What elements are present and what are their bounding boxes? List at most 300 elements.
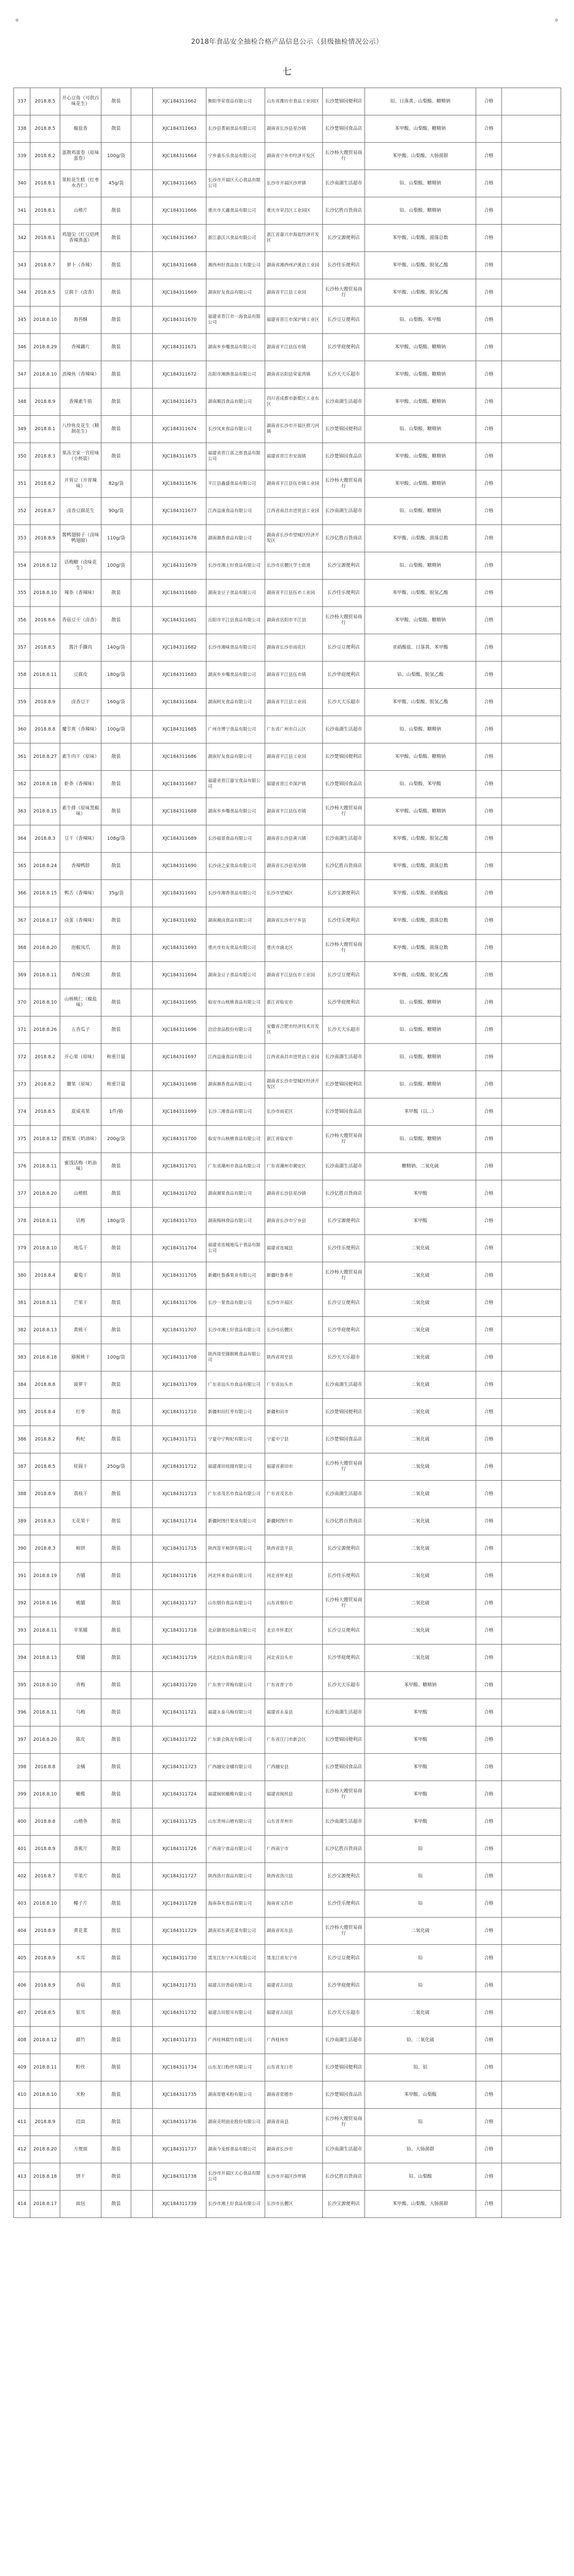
- sampled-unit: 长沙佳乐便利店: [323, 1890, 365, 1918]
- sample-code: XJC184311663: [153, 115, 206, 143]
- brand: [131, 1836, 153, 1863]
- brand: [131, 225, 153, 252]
- sample-date: 2018.8.2: [30, 470, 60, 498]
- row-number: 390: [14, 1535, 30, 1563]
- test-result: 合格: [476, 1535, 502, 1563]
- row-number: 404: [14, 1918, 30, 1945]
- sample-code: XJC184311709: [153, 1371, 206, 1399]
- note: [502, 2191, 561, 2218]
- spec: 散装: [101, 443, 131, 470]
- test-result: 合格: [476, 607, 502, 634]
- table-row: [14, 962, 561, 989]
- sample-date: 2018.8.9: [30, 1972, 60, 1999]
- sample-name: 黄花菜: [60, 1918, 101, 1945]
- sample-date: 2018.8.2: [30, 1044, 60, 1071]
- brand: [131, 1808, 153, 1836]
- test-items: 铅、山梨酸、糖精钠: [365, 989, 476, 1016]
- sampled-unit: 长沙华庭便利店: [323, 1317, 365, 1344]
- sample-name: 山楂片: [60, 197, 101, 225]
- test-result: 合格: [476, 1699, 502, 1726]
- table-row: [14, 2081, 561, 2109]
- table-row: [14, 170, 561, 197]
- manufacturer: 新疆吐鲁番果业有限公司: [206, 1262, 265, 1290]
- note: [502, 1999, 561, 2027]
- sampled-unit: 长沙楚锦园便利店: [323, 2054, 365, 2081]
- manufacturer: 福建永泰乌梅有限公司: [206, 1699, 265, 1726]
- manufacturer: 湖南湘果食品有限公司: [206, 1180, 265, 1208]
- test-result: 合格: [476, 962, 502, 989]
- brand: [131, 443, 153, 470]
- sample-name: 话梅: [60, 1208, 101, 1235]
- sample-date: 2018.8.5: [30, 1098, 60, 1126]
- test-items: 苯甲酸、山梨酸、脱氢乙酸: [365, 279, 476, 307]
- note: [502, 1672, 561, 1699]
- sample-code: XJC184311693: [153, 935, 206, 962]
- test-result: 合格: [476, 716, 502, 743]
- table-row: [14, 853, 561, 880]
- sample-name: 香辣素牛筋: [60, 388, 101, 416]
- row-number: 345: [14, 307, 30, 334]
- test-items: 苯甲酸、山梨酸、大肠菌群: [365, 143, 476, 170]
- sample-name: 椒盐香: [60, 115, 101, 143]
- manufacturer: 广西桂林腐竹有限公司: [206, 2027, 265, 2054]
- test-items: 苯甲酸、山梨酸、糖精钠: [365, 607, 476, 634]
- spec: 散装: [101, 2081, 131, 2109]
- table-row: [14, 935, 561, 962]
- spec: 散装: [101, 1481, 131, 1508]
- sampled-unit: 长沙华庭便利店: [323, 334, 365, 361]
- manufacturer-address: 湖南省平江县工业园: [265, 689, 323, 716]
- table-row: [14, 1972, 561, 1999]
- test-items: 苯甲酸、山梨酸、糖精钠: [365, 798, 476, 825]
- spec: 散装: [101, 1781, 131, 1808]
- note: [502, 252, 561, 279]
- test-items: 二氧化硫: [365, 1481, 476, 1508]
- sample-code: XJC184311735: [153, 2081, 206, 2109]
- spec: 140g/袋: [101, 634, 131, 662]
- table-row: [14, 634, 561, 662]
- note: [502, 1426, 561, 1453]
- sample-date: 2018.8.12: [30, 1126, 60, 1153]
- table-row: [14, 1481, 561, 1508]
- manufacturer: 长沙卤之家食品有限公司: [206, 853, 265, 880]
- sampled-unit: 长沙杨大嫂贸易商行: [323, 2109, 365, 2136]
- test-items: 苯甲酸、山梨酸、脱氢乙酸: [365, 580, 476, 607]
- sample-name: 香辣豆腐: [60, 962, 101, 989]
- sampled-unit: 长沙天天乐超市: [323, 1016, 365, 1044]
- manufacturer-address: 江西省南昌市进贤县工业园: [265, 498, 323, 525]
- sampled-unit: 长沙宝源便利店: [323, 552, 365, 580]
- brand: [131, 1563, 153, 1590]
- brand: [131, 1999, 153, 2027]
- spec: 散装: [101, 1836, 131, 1863]
- sample-code: XJC184311721: [153, 1699, 206, 1726]
- row-number: 364: [14, 825, 30, 853]
- note: [502, 143, 561, 170]
- spec: 散装: [101, 1617, 131, 1645]
- sample-name: 金橘: [60, 1754, 101, 1781]
- sample-date: 2018.8.9: [30, 525, 60, 552]
- spec: 散装: [101, 1999, 131, 2027]
- sampled-unit: 长沙亿胜百货商店: [323, 1180, 365, 1208]
- test-items: 苯甲酸: [365, 1699, 476, 1726]
- test-items: 糖精钠、二氧化硫: [365, 1153, 476, 1180]
- brand: [131, 1945, 153, 1972]
- spec: 散装: [101, 307, 131, 334]
- sample-code: XJC184311676: [153, 470, 206, 498]
- sample-name: 桃脯: [60, 1590, 101, 1617]
- table-row: [14, 989, 561, 1016]
- brand: [131, 1645, 153, 1672]
- table-row: [14, 1044, 561, 1071]
- test-items: 铅: [365, 1945, 476, 1972]
- manufacturer: 重庆市天鑫食品有限公司: [206, 197, 265, 225]
- sample-name: 虾条（香辣味）: [60, 771, 101, 798]
- sample-name: 菠萝干: [60, 1371, 101, 1399]
- test-items: 铅: [365, 2109, 476, 2136]
- test-items: 铅、大肠菌群: [365, 2136, 476, 2163]
- brand: [131, 2027, 153, 2054]
- manufacturer-address: 湖南省长沙市望城区经济开发区: [265, 1071, 323, 1098]
- spec: 250g/袋: [101, 1453, 131, 1481]
- spec: 散装: [101, 1508, 131, 1535]
- brand: [131, 1426, 153, 1453]
- row-number: 350: [14, 443, 30, 470]
- sampled-unit: 长沙南湖生活超市: [323, 1481, 365, 1508]
- table-row: [14, 1126, 561, 1153]
- note: [502, 2136, 561, 2163]
- manufacturer-address: 湖南省长沙县黄兴镇: [265, 825, 323, 853]
- sampled-unit: 长沙楚锦园便利店: [323, 1726, 365, 1754]
- brand: [131, 1508, 153, 1535]
- row-number: 373: [14, 1071, 30, 1098]
- row-number: 392: [14, 1590, 30, 1617]
- brand: [131, 1699, 153, 1726]
- row-number: 337: [14, 88, 30, 115]
- sample-name: 青梅: [60, 1672, 101, 1699]
- brand: [131, 470, 153, 498]
- manufacturer-address: 新疆吐鲁番市: [265, 1262, 323, 1290]
- note: [502, 1453, 561, 1481]
- manufacturer: 海南春光食品有限公司: [206, 1890, 265, 1918]
- manufacturer: 湖南祁东黄花菜有限公司: [206, 1918, 265, 1945]
- sampled-unit: 长沙亿胜百货商店: [323, 2163, 365, 2191]
- test-result: 合格: [476, 1563, 502, 1590]
- sample-name: 红枣: [60, 1399, 101, 1426]
- manufacturer: 湖南好友食品有限公司: [206, 743, 265, 771]
- row-number: 356: [14, 607, 30, 634]
- sampled-unit: 长沙南湖生活超市: [323, 498, 365, 525]
- table-row: [14, 607, 561, 634]
- note: [502, 1317, 561, 1344]
- brand: [131, 2109, 153, 2136]
- manufacturer-address: 湖南省平江县伍市工业园: [265, 962, 323, 989]
- sample-name: 柿饼: [60, 1535, 101, 1563]
- brand: [131, 1208, 153, 1235]
- spec: 散装: [101, 388, 131, 416]
- test-items: 苯甲酸、山梨酸、脱氢乙酸: [365, 962, 476, 989]
- row-number: 357: [14, 634, 30, 662]
- table-row: [14, 798, 561, 825]
- sample-date: 2018.8.10: [30, 361, 60, 388]
- table-row: [14, 1453, 561, 1481]
- spec: 散装: [101, 1016, 131, 1044]
- test-items: 苯甲酸、山梨酸、糖精钠: [365, 334, 476, 361]
- spec: 散装: [101, 798, 131, 825]
- test-items: 二氧化硫: [365, 1617, 476, 1645]
- row-number: 378: [14, 1208, 30, 1235]
- test-items: 二氧化硫: [365, 1453, 476, 1481]
- spec: 散装: [101, 361, 131, 388]
- row-number: 382: [14, 1317, 30, 1344]
- sample-name: 饼干: [60, 2163, 101, 2191]
- test-items: 铅、铝: [365, 2054, 476, 2081]
- note: [502, 1890, 561, 1918]
- sampled-unit: 长沙杨大嫂贸易商行: [323, 935, 365, 962]
- note: [502, 662, 561, 689]
- sample-date: 2018.8.3: [30, 1535, 60, 1563]
- note: [502, 1590, 561, 1617]
- sampled-unit: 长沙杨大嫂贸易商行: [323, 1126, 365, 1153]
- spec: 散装: [101, 1563, 131, 1590]
- test-result: 合格: [476, 307, 502, 334]
- sample-name: 辣条（香辣味）: [60, 580, 101, 607]
- sample-name: 鸭舌（香辣味）: [60, 880, 101, 907]
- manufacturer: 长沙市湘香食品有限公司: [206, 880, 265, 907]
- test-result: 合格: [476, 334, 502, 361]
- sample-date: 2018.8.3: [30, 1508, 60, 1535]
- note: [502, 1208, 561, 1235]
- row-number: 398: [14, 1754, 30, 1781]
- spec: 100g/袋: [101, 143, 131, 170]
- manufacturer: 湖南乡乡嘴食品有限公司: [206, 334, 265, 361]
- row-number: 355: [14, 580, 30, 607]
- brand: [131, 962, 153, 989]
- note: [502, 771, 561, 798]
- sample-name: 芒果干: [60, 1290, 101, 1317]
- manufacturer-address: 湖南省平江县工业园: [265, 743, 323, 771]
- sample-date: 2018.8.5: [30, 88, 60, 115]
- test-result: 合格: [476, 1208, 502, 1235]
- row-number: 408: [14, 2027, 30, 2054]
- manufacturer: 福建莆田桂圆有限公司: [206, 1453, 265, 1481]
- row-number: 384: [14, 1371, 30, 1399]
- sample-code: XJC184311669: [153, 279, 206, 307]
- table-row: [14, 1290, 561, 1317]
- manufacturer: 黑龙江东宁木耳有限公司: [206, 1945, 265, 1972]
- manufacturer: 平江县鑫盛食品有限公司: [206, 470, 265, 498]
- note: [502, 498, 561, 525]
- note: [502, 1235, 561, 1262]
- sampled-unit: 长沙楚锦园食品店: [323, 771, 365, 798]
- sample-code: XJC184311671: [153, 334, 206, 361]
- sample-date: 2018.8.16: [30, 1590, 60, 1617]
- spec: 散装: [101, 907, 131, 935]
- manufacturer: 湘西州好食品加工有限公司: [206, 252, 265, 279]
- test-items: 苯甲酸、山梨酸、大肠菌群: [365, 2191, 476, 2218]
- row-number: 339: [14, 143, 30, 170]
- note: [502, 2081, 561, 2109]
- sample-code: XJC184311702: [153, 1180, 206, 1208]
- sample-date: 2018.8.10: [30, 1781, 60, 1808]
- sample-name: 荔枝干: [60, 1481, 101, 1508]
- scan-dot: [15, 19, 19, 22]
- sample-code: XJC184311698: [153, 1071, 206, 1098]
- test-items: 苯甲酸、山梨酸、菌落总数: [365, 935, 476, 962]
- sample-code: XJC184311711: [153, 1426, 206, 1453]
- manufacturer: 广州市博宁食品有限公司: [206, 716, 265, 743]
- manufacturer-address: 福建省永泰县: [265, 1699, 323, 1726]
- sampled-unit: 长沙楚锦园食品店: [323, 2081, 365, 2109]
- row-number: 412: [14, 2136, 30, 2163]
- brand: [131, 662, 153, 689]
- sample-date: 2018.8.1: [30, 170, 60, 197]
- test-items: 铅、日落黄、山梨酸、糖精钠: [365, 88, 476, 115]
- manufacturer-address: 福建省古田县: [265, 1972, 323, 1999]
- row-number: 381: [14, 1290, 30, 1317]
- note: [502, 1699, 561, 1726]
- spec: 35g/袋: [101, 880, 131, 907]
- manufacturer-address: 河北省泊头市: [265, 1645, 323, 1672]
- manufacturer: 长沙市开福区天心食品有限公司: [206, 170, 265, 197]
- table-row: [14, 416, 561, 443]
- test-result: 合格: [476, 252, 502, 279]
- manufacturer-address: 安徽省合肥市经济技术开发区: [265, 1016, 323, 1044]
- test-result: 合格: [476, 1399, 502, 1426]
- sample-code: XJC184311696: [153, 1016, 206, 1044]
- manufacturer-address: 广西融安县: [265, 1754, 323, 1781]
- row-number: 358: [14, 662, 30, 689]
- sample-date: 2018.8.17: [30, 2191, 60, 2218]
- manufacturer-address: 湖南省常德市: [265, 2081, 323, 2109]
- row-number: 352: [14, 498, 30, 525]
- spec: 散装: [101, 252, 131, 279]
- sample-date: 2018.8.11: [30, 662, 60, 689]
- brand: [131, 853, 153, 880]
- test-items: 铅、山梨酸、糖精钠: [365, 1016, 476, 1044]
- brand: [131, 1863, 153, 1890]
- sample-date: 2018.8.10: [30, 580, 60, 607]
- table-row: [14, 1754, 561, 1781]
- manufacturer-address: 长沙市开福区: [265, 1290, 323, 1317]
- manufacturer-address: 湖南省长沙市开福区捞刀河镇: [265, 416, 323, 443]
- manufacturer: 广东普宁青梅有限公司: [206, 1672, 265, 1699]
- table-row: [14, 2109, 561, 2136]
- brand: [131, 1180, 153, 1208]
- sampled-unit: 长沙亿胜百货商店: [323, 853, 365, 880]
- row-number: 406: [14, 1972, 30, 1999]
- spec: 200g/袋: [101, 1126, 131, 1153]
- sample-name: 开心豆角（可供百味花生）: [60, 88, 101, 115]
- sample-code: XJC184311705: [153, 1262, 206, 1290]
- manufacturer-address: 湖南省长沙县星沙镇: [265, 853, 323, 880]
- table-row: [14, 143, 561, 170]
- manufacturer-address: 广西桂林市: [265, 2027, 323, 2054]
- sample-code: XJC184311685: [153, 716, 206, 743]
- table-row: [14, 1699, 561, 1726]
- test-result: 合格: [476, 989, 502, 1016]
- row-number: 391: [14, 1563, 30, 1590]
- row-number: 386: [14, 1426, 30, 1453]
- sample-code: XJC184311673: [153, 388, 206, 416]
- sample-date: 2018.8.11: [30, 1208, 60, 1235]
- sample-code: XJC184311725: [153, 1808, 206, 1836]
- note: [502, 989, 561, 1016]
- brand: [131, 388, 153, 416]
- manufacturer-address: 山东省烟台市: [265, 1590, 323, 1617]
- row-number: 401: [14, 1836, 30, 1863]
- sample-date: 2018.8.18: [30, 771, 60, 798]
- sample-date: 2018.8.29: [30, 334, 60, 361]
- test-items: 铅、二氧化硫: [365, 2027, 476, 2054]
- manufacturer-address: 四川省成都市新都区工业东区: [265, 388, 323, 416]
- sample-name: 粉丝: [60, 2054, 101, 2081]
- table-row: [14, 1563, 561, 1590]
- note: [502, 1371, 561, 1399]
- manufacturer-address: 湖南省长沙市宁乡县: [265, 907, 323, 935]
- sample-code: XJC184311682: [153, 634, 206, 662]
- row-number: 347: [14, 361, 30, 388]
- manufacturer-address: 湖南省岳阳市平江县: [265, 607, 323, 634]
- sample-name: 酱鸭翅膀子（卤味鸭翅膀）: [60, 525, 101, 552]
- sample-date: 2018.8.17: [30, 907, 60, 935]
- test-result: 合格: [476, 470, 502, 498]
- brand: [131, 825, 153, 853]
- test-items: 二氧化硫: [365, 1918, 476, 1945]
- sample-date: 2018.8.20: [30, 1180, 60, 1208]
- manufacturer: 福建省晋江市一海食品有限公司: [206, 307, 265, 334]
- row-number: 394: [14, 1645, 30, 1672]
- sample-code: XJC184311737: [153, 2136, 206, 2163]
- manufacturer-address: 长沙市岳麓区学士街道: [265, 552, 323, 580]
- sampled-unit: 长沙楚锦园便利店: [323, 1071, 365, 1098]
- sample-date: 2018.8.18: [30, 1344, 60, 1371]
- sample-code: XJC184311694: [153, 962, 206, 989]
- row-number: 371: [14, 1016, 30, 1044]
- note: [502, 1563, 561, 1590]
- row-number: 349: [14, 416, 30, 443]
- spec: 散装: [101, 580, 131, 607]
- row-number: 410: [14, 2081, 30, 2109]
- sample-name: 面包: [60, 2191, 101, 2218]
- test-result: 合格: [476, 1863, 502, 1890]
- sample-name: 银耳: [60, 1999, 101, 2027]
- brand: [131, 307, 153, 334]
- brand: [131, 1016, 153, 1044]
- sample-date: 2018.8.11: [30, 1153, 60, 1180]
- note: [502, 88, 561, 115]
- note: [502, 1290, 561, 1317]
- sample-name: 香蕉片: [60, 1836, 101, 1863]
- sample-name: 素牛肉干（原味）: [60, 743, 101, 771]
- section-mark: 七: [282, 66, 292, 77]
- manufacturer-address: 海南省文昌市: [265, 1890, 323, 1918]
- sample-code: XJC184311701: [153, 1153, 206, 1180]
- test-result: 合格: [476, 443, 502, 470]
- note: [502, 1972, 561, 1999]
- spec: 散装: [101, 1535, 131, 1563]
- brand: [131, 1481, 153, 1508]
- sampled-unit: 长沙南湖生活超市: [323, 1808, 365, 1836]
- manufacturer: 岳阳市湘渔食品有限公司: [206, 361, 265, 388]
- spec: 90g/袋: [101, 498, 131, 525]
- sample-code: XJC184311734: [153, 2054, 206, 2081]
- note: [502, 825, 561, 853]
- sample-date: 2018.8.2: [30, 1426, 60, 1453]
- sample-date: 2018.8.1: [30, 416, 60, 443]
- sample-code: XJC184311677: [153, 498, 206, 525]
- test-result: 合格: [476, 1508, 502, 1535]
